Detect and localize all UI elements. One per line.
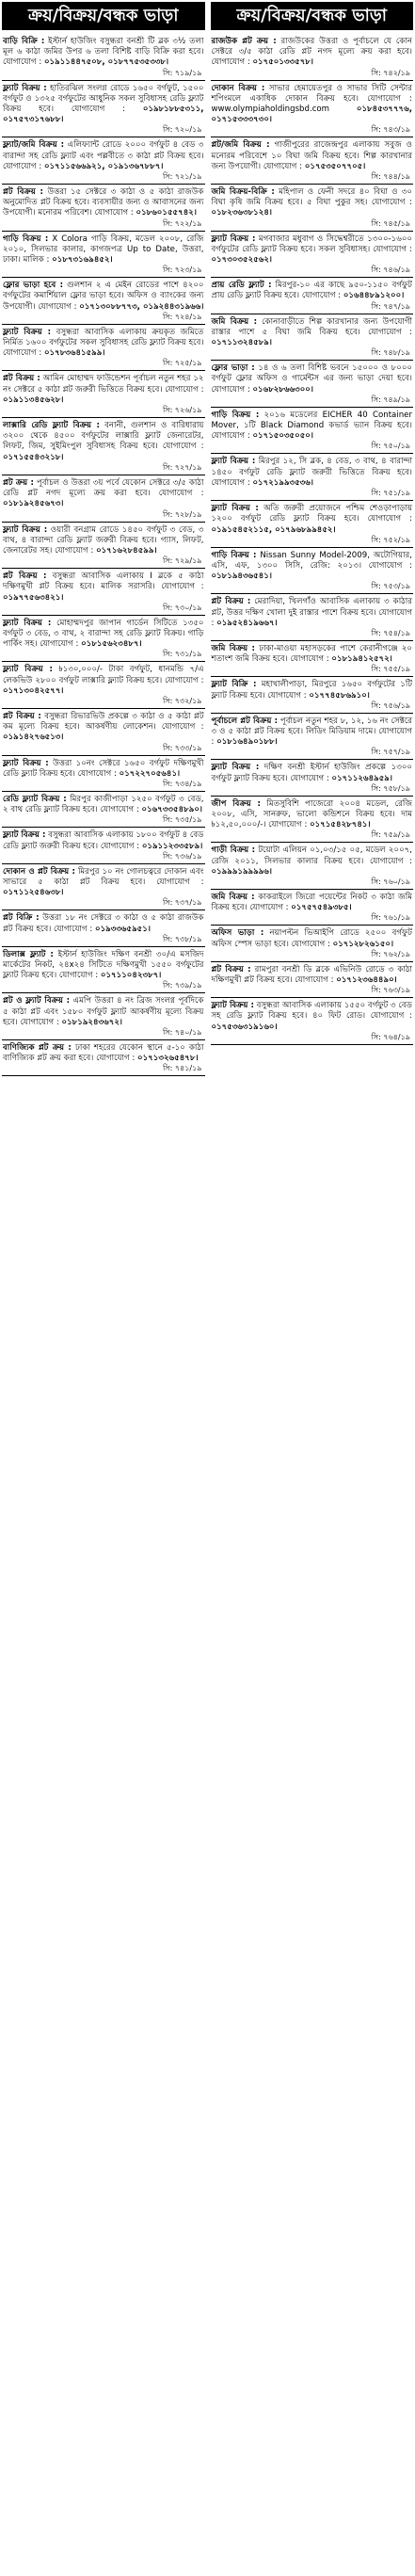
ad-phone-number: ০১৭৭৪৫৮৬৯১০। (309, 690, 370, 700)
ad-phone-number: ০১৭১৩০৪২৫৭৭। (3, 685, 64, 696)
classified-ad (211, 594, 414, 641)
classified-ad (211, 998, 414, 1045)
ad-heading: ফ্ল্যাট বিক্রয় : (3, 524, 48, 535)
ad-heading: জমি বিক্রয় : (211, 892, 255, 902)
ad-phone-number: ০১৮৪৫৩৭৭৭৬, ০১৭১৫৩৩৩৭৩০। (211, 105, 412, 125)
ad-heading: প্লট/জমি বিক্রয় : (211, 140, 270, 151)
ad-reference-code: সি: ৭৩৪/১৯ (163, 779, 202, 788)
ad-body-text: ইস্টার্ন হাউজিং বসুন্ধরা বনশ্রী টি ব্লক ৩½ তলা মূল ৬ কাঠা জমির উপর ৬ তলা বিশিষ্ট বাড়ি বিক্রি করা হবে। যোগাযোগ : (3, 37, 204, 68)
ad-body-text: কোনাবাড়ীতে শিল্প কারখানার জন্য উপযোগী রাস্তার পাশে ৫ বিঘা জমি বিক্রয় হবে। যোগাযোগ : (211, 316, 412, 337)
ad-reference-code: সি: ৭৪১/১৯ (163, 1064, 202, 1073)
ad-heading: ডিলাক্স ফ্ল্যাট : (3, 949, 54, 959)
ad-body-text: রাজউকের উত্তরা ও পূর্বাচলে যে কোন সেক্টরে ৩/৫ কাঠা রেডি প্লট নগদ মূল্যে ক্রয় করা হবে। যোগাযোগ : (211, 37, 413, 68)
ad-reference-code: সি: ৭৬০/১৯ (371, 877, 410, 886)
classified-ad (211, 232, 414, 279)
ad-phone-number: ০১৭৮৩৬৪১৫৯৯। (43, 348, 105, 359)
ad-body-text: মহিপাল ও ফেনী সদরে ৪০ বিঘা ও ৩০ বিঘা কৃষি জমি বিক্রয় হবে। ৫ বিঘা পুকুর সহ। যোগাযোগ : (211, 187, 413, 208)
ad-phone-number: ০১৮৭৩১৬৯৪৫২। (52, 255, 113, 266)
ad-body-text: বসুন্ধরা আবাসিক এলাকায় I ব্লকে ৫ কাঠা দক্ষিণমুখী প্লট বিক্রয় হবে। মালিক সরাসরি। যোগাযোগ : (3, 572, 204, 592)
ad-heading: ফ্ল্যাট/জমি বিক্রয় : (3, 140, 65, 151)
classified-ad (2, 993, 205, 1040)
ad-reference-code: সি: ৭৩২/১৯ (163, 696, 202, 705)
ad-phone-number: ০১৭১২৮২৬১৫০। (332, 939, 394, 949)
ad-heading: ফ্ল্যাট বিক্রয় : (211, 457, 256, 467)
classified-ad (2, 418, 205, 475)
ad-phone-number: ০১৮২৩৬৩৮১২৪। (211, 208, 272, 218)
ad-reference-code: সি: ৭৬২/১৯ (371, 949, 410, 958)
ad-body-text: হাতিরঝিল সংলগ্ন রোডে ১৬৫০ বর্গফুট, ১৫০০ বর্গফুট ও ১৩২৫ বর্গফুটের আধুনিক সকল সুবিধাসহ রেডি ফ্ল্যাট বিক্রয় হবে। যোগাযোগ : (3, 83, 204, 115)
ad-phone-number: ০১৯৯৯১৯৯৯৯৬। (211, 866, 272, 877)
ad-heading: জমি বিক্রয় : (211, 643, 255, 653)
ad-body-text: বসুন্ধরা রিভারভিউ প্রকল্পে ৩ কাঠা ও ৫ কাঠা প্লট কম মূল্যে বিক্রয় হবে। আকর্ষণীয় লোকেশন। যোগাযোগ : (3, 711, 204, 733)
ad-phone-number: ০১৭১৬২৮৪৫৯৯। (96, 545, 157, 555)
ad-reference-code: সি: ৭৩৩/১৯ (163, 743, 202, 752)
classified-ad (211, 501, 414, 548)
ad-reference-code: সি: ৭২৭/১৯ (163, 462, 202, 472)
ad-body-text: মিতসুবিশি পাজেরো ২০০৪ মডেল, রেজি ২০০৮, এসি, সানরুফ, ভালো কন্ডিশনে বিক্রয় হবে। দাম ৳১২,৫০,০০০/-। যোগাযোগ : (211, 798, 413, 830)
classified-ad (2, 910, 205, 946)
ad-reference-code: সি: ৭৩৮/১৯ (163, 934, 202, 943)
ad-phone-number: ০১৭১৫৫৪৩২১৮। (3, 452, 64, 462)
ad-phone-number: ০১৯১১৪৪৭৫০৮, ০১৮৭৭৫৩৫৩৩৮। (43, 57, 169, 68)
ad-reference-code: সি: ৭৫৬/১৯ (371, 700, 410, 710)
classified-ad (2, 709, 205, 756)
ad-reference-code: সি: ৭৩১/১৯ (163, 650, 202, 659)
classified-ad (211, 677, 414, 713)
ad-phone-number: ০১৯৭৭৫৬৩৪২১। (3, 592, 64, 603)
classified-ad (211, 314, 414, 362)
ad-body-text: ইস্টার্ন হাউজিং দক্ষিণ বনশ্রী ৩০/এ মসজিদ মার্কেটের নিকট, ২৪x২৪ সিটিতে দক্ষিণমুখী ১৫৫০ বর্গফুটের ফ্ল্যাট বিক্রয় হবে। যোগাযোগ : (3, 949, 204, 981)
classified-ad (211, 34, 414, 81)
ad-phone-number: ০১৭২২৭০৫৬৪১। (119, 768, 181, 779)
ad-reference-code: সি: ৭২০/১৯ (163, 125, 202, 135)
ad-phone-number: ০১৬৪৪৮৯১২০০। (343, 291, 405, 301)
ad-body-text: সাভার হেমায়েতপুর ও সাভার সিটি সেন্টার শপিংমলে একাধিক দোকান বিক্রয় হবে। যোগাযোগ : www.olympiaholdingsbd.com (211, 83, 413, 115)
ad-phone-number: ০১৯৫২৪১৯৬৬৭। (216, 618, 278, 628)
classified-ad (2, 792, 205, 828)
ad-phone-number: ০১৮১৬৪৯০১৮৮। (216, 737, 278, 748)
ad-phone-number: ০১৯১৪২৭৬৫১৩। (3, 733, 64, 743)
classified-ad (211, 797, 414, 844)
ad-body-text: বসুন্ধরা আবাসিক এলাকায় ক্রয়কৃত জমিতে নির্মিত ১৬০০ বর্গফুটের সকল সুবিধাসহ রেডি ফ্ল্যাট বিক্রয় হবে। যোগাযোগ : (3, 327, 204, 359)
classified-ad (2, 185, 205, 232)
classified-ad (211, 548, 414, 595)
classified-ad (2, 325, 205, 372)
ad-heading: জমি বিক্রয়-বিক্রি : (211, 187, 275, 198)
ad-body-text: মোহাম্মদপুর জাপান গার্ডেন সিটিতে ১৩৫০ বর্গফুট ৩ বেড, ৩ বাথ, ২ বারান্দা সহ রেডি ফ্ল্যাট বিক্রয়। গাড়ি পার্কিং সহ। যোগাযোগ : (3, 618, 204, 650)
ad-reference-code: সি: ৭৪০/১৯ (163, 1028, 202, 1037)
ad-reference-code: সি: ৭৬৪/১৯ (371, 1032, 410, 1041)
ad-body-text: বসুন্ধরা আবাসিক এলাকায় ১৮০০ বর্গফুট ৪ বেড রেডি ফ্ল্যাট জরুরী বিক্রয় হবে। যোগাযোগ : (3, 830, 204, 851)
ad-phone-number: ০১৭১২৩৬৪৪৯০। (336, 974, 397, 985)
classified-ad (2, 616, 205, 663)
ad-phone-number: ০১৯১৫৪৫২১১৫, ০১৭৯৬৮৯৯৪৫২। (211, 524, 336, 535)
classified-ad (211, 408, 414, 455)
classified-ad (2, 137, 205, 185)
ad-heading: লাক্সারি রেডি ফ্ল্যাট বিক্রয় : (3, 421, 100, 431)
ad-reference-code: সি: ৭২৫/১৯ (163, 359, 202, 368)
ad-phone-number: ০১৭১৫৪২৮৭৪১। (310, 820, 371, 830)
ad-phone-number: ০১৭১৩২৬৫৪৭৮। (137, 1054, 199, 1064)
ad-heading: দোকান ও প্লট বিক্রয় : (3, 866, 75, 877)
ad-body-text: টয়োটা এলিয়ন ০১,০৩/১৫ ০৫, মডেল ২০০৭, রেজি ২০১১, সিলভার কালার বিক্রয় হবে। যোগাযোগ : (211, 845, 412, 866)
ad-reference-code: সি: ৭৪৫/১৯ (371, 218, 410, 228)
classified-ad (2, 756, 205, 792)
ad-reference-code: সি: ৭২৯/১৯ (163, 556, 202, 566)
classified-ad (2, 947, 205, 994)
ad-body-text: মিরপুর ১০ নং গোলচত্বরে দোকান এবং সাভারে ৫ কাঠা প্লট বিক্রয় হবে। যোগাযোগ : (3, 866, 204, 887)
ad-body-text: মেরাদিয়া, খিলগাঁও আবাসিক এলাকায় ৩ কাঠার প্লট, উত্তর দক্ষিণ খোলা দুই রাস্তার পাশে বিক্রয় হবে। যোগাযোগ : (211, 597, 412, 628)
ad-reference-code: সি: ৭৬১/১৯ (371, 913, 410, 923)
ad-phone-number: ০১৭১১৩২৪৫৮৯। (211, 338, 272, 348)
ad-phone-number: ০১৭৫৩৬৩১৯১৬০। (211, 1022, 278, 1032)
ad-body-text: ২০১৬ মডেলের EICHER 40 Container Mover, ১টি Black Diamond কভার্ড ভ্যান বিক্রয় হবে। যোগাযোগ : (211, 410, 412, 442)
ad-phone-number: ০১৮৬০১৫৫৭৪২। (136, 208, 197, 218)
ad-heading: রাজউক প্লট ক্রয় : (211, 37, 277, 46)
classified-ad (2, 569, 205, 616)
ad-heading: প্লট বিক্রয় : (3, 572, 47, 582)
ad-heading: বাড়ি বিক্রি : (3, 37, 45, 46)
ad-reference-code: সি: ৭৫৭/১৯ (371, 748, 410, 757)
ad-heading: ফ্ল্যাট বিক্রয় : (3, 83, 47, 93)
ad-body-text: উত্তরা ১৮ নং সেক্টরে ৩ কাঠা ও ৫ কাঠা রাজউক প্লট বিক্রয় হবে। যোগাযোগ : (3, 913, 204, 934)
ad-heading: প্লট বিক্রয় : (211, 597, 251, 607)
ad-body-text: ১৪ ও ৬ তলা বিশিষ্ট ভবনে ১৫০০০ ও ৮০০০ বর্গফুট ফ্লোর অফিস ও গার্মেন্টস এর জন্য ভাড়া দেয়া হবে। যোগাযোগ : (211, 363, 412, 394)
ad-body-text: ওয়ারী বনগ্রাম রোডে ১৪৫০ বর্গফুট ৩ বেড, ৩ বাথ, ৪ বারান্দা রেডি ফ্ল্যাট জরুরী বিক্রয় হবে। গ্যাস, লিফট, জেনারেটর সহ। যোগাযোগ : (3, 524, 204, 555)
ad-heading: প্লট বিক্রয় : (211, 964, 251, 974)
ad-heading: অফিস ভাড়া : (211, 928, 264, 939)
ad-heading: গাড়ি বিক্রয় : (211, 410, 260, 420)
ad-phone-number: ০১৭১৫০৩৫০৫০। (252, 431, 313, 442)
ad-body-text: Nissan Sunny Model-2009, অটোগিয়ার, এসি, এফ, ১৩০০ সিসি, রেজি: ২০১৩। যোগাযোগ : (211, 550, 412, 571)
ad-heading: প্লট বিক্রি : (3, 913, 40, 924)
ad-reference-code: সি: ৭৪৬/১৯ (371, 266, 410, 275)
ad-phone-number: ০১৬৮২৮৬৬৩০০। (252, 384, 313, 394)
classified-ad (2, 1040, 205, 1076)
ad-heading: বাণিজ্যিক প্লট ক্রয় : (3, 1043, 72, 1053)
ad-heading: ফ্ল্যাট বিক্রি : (211, 680, 257, 690)
ad-reference-code: সি: ৭৫১/১৯ (371, 489, 410, 498)
ads-list (211, 34, 414, 1045)
ad-reference-code: সি: ৭৪২/১৯ (371, 68, 410, 77)
ad-body-text: বসুন্ধরা আবাসিক এলাকায় ১৫৫০ বর্গফুট ৩ বেড সহ রেডি ফ্ল্যাট বিক্রয় হবে। ৪০ ফিট রোড। যোগাযোগ : (211, 1001, 413, 1022)
ad-phone-number: ০১৮১৯৪১২৫৭২। (331, 654, 392, 665)
ad-reference-code: সি: ৭৩৯/১৯ (163, 981, 202, 990)
ad-body-text: মিরপুর-১০ এর কাছে ৯৫০-১১৫০ বর্গফুট প্রায় রেডি ফ্ল্যাট বিক্রয় হবে। যোগাযোগ : (211, 281, 412, 301)
ad-heading: ফ্ল্যাট বিক্রয় : (3, 830, 46, 841)
classified-ad (211, 760, 414, 796)
classified-ad (2, 371, 205, 418)
classified-ad (211, 641, 414, 677)
classified-ad (211, 81, 414, 138)
column-header: ক্রয়/বিক্রয়/বন্ধক ভাড়া (211, 2, 414, 30)
ad-phone-number: ০১৮১৯২৪৫৬৭৩। (3, 499, 64, 509)
ad-body-text: মগবাজার মধুবাগ ও সিদ্ধেশ্বরীতে ১৩০০-১৬০০ বর্গফুটের রেডি ফ্ল্যাট বিক্রয় হবে। সকল সুবিধাসহ। যোগাযোগ : (211, 233, 413, 254)
classified-ad (2, 864, 205, 911)
ad-heading: ফ্ল্যাট বিক্রয় : (211, 504, 259, 514)
ad-heading: ফ্ল্যাট বিক্রয় : (3, 758, 49, 768)
ad-reference-code: সি: ৭৩৭/১৯ (163, 898, 202, 908)
ad-reference-code: সি: ৭৪৯/১৯ (371, 394, 410, 404)
ad-heading: গাড়ী বিক্রয় : (211, 845, 256, 856)
column-header: ক্রয়/বিক্রয়/বন্ধক ভাড়া (2, 2, 205, 30)
ad-body-text: অতি জরুরী প্রয়োজনে পশ্চিম শেওড়াপাড়ায় ১২০০ বর্গফুট রেডি ফ্ল্যাট বিক্রয় হবে। যোগাযোগ : (211, 504, 413, 524)
classified-ad (2, 278, 205, 325)
ad-body-text: গাজীপুরের রাজেন্দ্রপুর এলাকায় সবুজ ও মনোরম পরিবেশে ১০ বিঘা জমি বিক্রয় হবে। শিল্প কারখানার জন্য উপযোগী। যোগাযোগ : (211, 140, 412, 171)
ad-heading: প্লট বিক্রয় : (3, 711, 41, 721)
classified-ad (211, 454, 414, 501)
classified-ad (2, 232, 205, 279)
classified-ad (211, 185, 414, 232)
ad-heading: ফ্ল্যাট বিক্রয় : (211, 763, 260, 773)
ad-body-text: মিরপুর ১২, সি ব্লক, ৪ বেড, ৩ বাথ, ৪ বারান্দা ১৪৫০ বর্গফুট রেডি ফ্ল্যাট জরুরী ভিত্তিতে বিক্রয় হবে। যোগাযোগ : (211, 457, 412, 488)
ad-heading: ফ্ল্যাট বিক্রয় : (211, 233, 256, 244)
ad-reference-code: সি: ৭৫৯/১৯ (371, 830, 410, 840)
ad-phone-number: ০১৯৮১৮৮৫৩১১, ০১৭৫৭৩১৭৬৮৮। (3, 105, 204, 125)
classified-ad (2, 475, 205, 523)
ad-phone-number: ০১৭১১২৬৪৯৫৯। (331, 773, 392, 783)
ad-heading: ফ্ল্যাট বিক্রয় : (211, 1001, 254, 1011)
ad-reference-code: সি: ৭২১/১৯ (163, 172, 202, 182)
ad-heading: প্লট ও ফ্ল্যাট বিক্রয় : (3, 996, 71, 1006)
ad-body-text: ঢাকা-মাওয়া মহাসড়কের পাশে কেরানীগঞ্জে ২০ শতাংশ জমি বিক্রয় হবে। যোগাযোগ : (211, 643, 412, 665)
ad-heading: রেডি ফ্ল্যাট বিক্রয় : (3, 794, 67, 804)
ad-body-text: মহাখালীপাড়া, মিরপুরে ১৬৫০ বর্গফুটের ১টি ফ্ল্যাট বিক্রয় হবে। যোগাযোগ : (211, 680, 413, 700)
ad-phone-number: ০১৭১১২৫৪৬৩৮। (3, 888, 64, 898)
ad-reference-code: সি: ৭৪৩/১৯ (371, 125, 410, 135)
ad-phone-number: ০১৭২১৯৯৩৫৩৬। (252, 477, 313, 488)
ad-body-text: পূর্বাচল নতুন শহর ৮, ১২, ১৬ নং সেক্টরে ৩ ও ৫ কাঠা প্লট বিক্রয় হবে। লিডিং মিডিয়াম দামে। যোগাযোগ : (211, 716, 413, 748)
ad-phone-number: ০১৯১১২৩৩৫৮৯। (141, 841, 203, 851)
ad-phone-number: ০১৯৩৩৬৫৯৫১। (95, 924, 151, 934)
ad-body-text: X Colora গাড়ি বিক্রয়, মডেল ২০০৮, রেজি ২০১০, সিলভার কালার, কাগজপত্র Up to Date, উত্তরা, ঢাকা। মালিক : (3, 233, 204, 266)
classifieds-column-right (211, 2, 414, 2574)
classified-ad (211, 714, 414, 761)
ad-body-text: বনানী, গুলশান ও বারিধারায় ৩২০০ থেকে ৪৫০০ বর্গফুটের লাক্সারি ফ্ল্যাট জেনারেটর, লিফট, জিম, সুইমিংপুল সুবিধাসহ বিক্রয় হবে। যোগাযোগ : (3, 421, 204, 452)
ad-reference-code: সি: ৭৩৫/১৯ (163, 815, 202, 825)
ad-reference-code: সি: ৭৩৬/১৯ (163, 851, 202, 861)
ad-reference-code: সি: ৭৫০/১৯ (371, 442, 410, 451)
ad-body-text: ঢাকা শহরের যেকোন স্থানে ৫-১০ কাঠা বাণিজ্যিক প্লট ক্রয় করা হবে। যোগাযোগ : (3, 1043, 204, 1064)
ad-heading: গাড়ি বিক্রয় : (3, 233, 49, 244)
ad-body-text: মিরপুর কাজীপাড়া ১২৫০ বর্গফুট ৩ বেড, ২ বাথ রেডি ফ্ল্যাট বিক্রয় হবে। যোগাযোগ : (3, 794, 204, 815)
classifieds-column-left (2, 2, 205, 2574)
ad-body-text: পূর্বাচল ও উত্তরা ৩য় পর্বে যেকোন সেক্টরে ৩/৫ কাঠা রেডি প্লট নগদ মূল্যে ক্রয় করা হবে। যোগাযোগ : (3, 477, 204, 499)
ad-heading: প্লট ক্রয় : (3, 477, 34, 488)
ad-reference-code: সি: ৭২৪/১৯ (163, 312, 202, 321)
classified-ad (211, 361, 414, 408)
classified-ad (2, 34, 205, 81)
classified-ad (2, 523, 205, 570)
ad-body-text: গুলশান ২ এ মেইন রোডের পাশে ৪২০০ বর্গফুটের কমার্শিয়াল ফ্লোর ভাড়া হবে। অফিস ও ব্যাংকের জন্য উপযোগী। যোগাযোগ : (3, 281, 204, 312)
ad-body-text: আমিন মোহাম্মদ ফাউন্ডেশন পূর্বাচল নতুন শহর ১২ নং সেক্টরে ৫ কাঠা প্লট জরুরী ভিত্তিতে বিক্রয় হবে। যোগাযোগ : (3, 374, 204, 394)
classified-ad (211, 890, 414, 926)
ad-reference-code: সি: ৭৪৪/১৯ (371, 172, 410, 182)
ad-reference-code: সি: ৭২২/১৯ (163, 218, 202, 228)
ad-heading: ফ্ল্যাট বিক্রয় : (3, 618, 52, 628)
ad-heading: ফ্লোর ভাড়া হবে : (3, 281, 64, 291)
classified-ad (2, 662, 205, 709)
ad-body-text: রামপুরা বনশ্রী ডি ব্লকে এভিনিউ রোডে ৩ কাঠা দক্ষিণমুখী প্লট বিক্রয় হবে। যোগাযোগ : (211, 964, 412, 985)
classified-ad (211, 278, 414, 314)
ad-reference-code: সি: ৭৫৪/১৯ (371, 628, 410, 637)
ad-body-text: এমপি উত্তরা ৪ নং ব্রিজ সংলগ্ন পূর্বদিকে ৫ কাঠা প্লট এবং ১৫৮০ বর্গফুট ফ্ল্যাট আকর্ষণীয় মূল্যে বিক্রয় হবে। যোগাযোগ : (3, 996, 204, 1027)
ad-heading: প্লট বিক্রয় : (3, 187, 43, 198)
ad-reference-code: সি: ৭৫৩/১৯ (371, 582, 410, 591)
ad-phone-number: ০১৭১১০৪২৩৮৭। (100, 971, 162, 981)
ad-heading: দোকান বিক্রয় : (211, 83, 265, 93)
ad-phone-number: ০১৯১১৩৪৫৬২৮। (3, 394, 64, 405)
ad-phone-number: ০১৬৭৩৩৫৪৮৯০। (141, 805, 202, 815)
ad-phone-number: ০১৭৫৭৫৪৯৩৮৫। (291, 903, 352, 913)
ad-heading: প্লট বিক্রয় : (3, 374, 40, 384)
ad-reference-code: সি: ৭৫২/১৯ (371, 535, 410, 544)
ad-heading: ফ্লোর ভাড়া : (211, 363, 255, 374)
ads-list (2, 34, 205, 1076)
classified-ad (2, 81, 205, 138)
classified-ad (211, 926, 414, 961)
classified-ad (211, 843, 414, 890)
ad-reference-code: সি: ৭২৩/১৯ (163, 266, 202, 275)
ad-heading: গাড়ি বিক্রয় : (211, 550, 257, 560)
ad-reference-code: সি: ৭২৬/১৯ (163, 406, 202, 415)
classified-ad (2, 828, 205, 863)
ad-body-text: নয়াপল্টন ভিআইপি রোডে ২৫০০ বর্গফুট অফিস স্পেস ভাড়া হবে। যোগাযোগ : (211, 928, 412, 949)
ad-reference-code: সি: ৭১৯/১৯ (163, 68, 202, 77)
ad-reference-code: সি: ৭৬৩/১৯ (371, 986, 410, 995)
ad-heading: জীপ বিক্রয় : (211, 798, 261, 809)
ad-phone-number: ০১৮১৯৪৩৬৫৪১। (211, 572, 272, 582)
ad-phone-number: ০১৮১৯২৪৩৬৭২। (61, 1017, 122, 1027)
ad-phone-number: ০১৭৫০১৩৩৫৭৮। (252, 57, 313, 68)
ad-heading: ফ্ল্যাট বিক্রয় : (3, 665, 53, 675)
ad-phone-number: ০১৭৫৩৫০৭৭০৫। (304, 161, 366, 171)
ad-reference-code: সি: ৭৫৮/১৯ (371, 783, 410, 793)
ad-heading: জমি বিক্রয় : (211, 316, 258, 327)
ad-heading: পূর্বাচলে প্লট বিক্রয় : (211, 716, 279, 726)
ad-reference-code: সি: ৭৪৭/১৯ (371, 301, 410, 311)
ad-reference-code: সি: ৭২৮/১৯ (163, 509, 202, 519)
classified-ad (211, 962, 414, 998)
ad-body-text: দক্ষিণ বনশ্রী ইস্টার্ন হাউজিং প্রকল্পে ১৩০০ বর্গফুট ফ্ল্যাট বিক্রয় হবে। যোগাযোগ : (211, 763, 413, 783)
ad-body-text: উত্তরা ১৫ সেক্টরে ৩ কাঠা ও ৫ কাঠা রাজউক অনুমোদিত প্লট বিক্রয় হবে। ব্যবসায়ীর জন্য ও আবাসনের জন্য উপযোগী। মনোরম পরিবেশ। যোগাযোগ : (3, 187, 204, 218)
ad-body-text: উত্তরা ১০নং সেক্টরে ১৬৫০ বর্গফুট দক্ষিণমুখী রেডি ফ্ল্যাট বিক্রয় হবে। যোগাযোগ : (3, 758, 204, 779)
ad-phone-number: ০১৮১৫৬২৩৪৮৭। (81, 639, 142, 650)
ad-body-text: এলিফ্যান্ট রোডে ২০০০ বর্গফুট ৪ বেড ৩ বারান্দা সহ রেডি ফ্ল্যাট এবং পল্লবীতে ৩ কাঠা প্লট বিক্রয় হবে। যোগাযোগ : (3, 140, 204, 171)
ad-reference-code: সি: ৭৫৫/১৯ (371, 665, 410, 674)
ad-body-text: ৳১৩০,০০০/- টাকা বর্গফুট, ধানমন্ডি ৭/এ লেকভিউ ২৮০০ বর্গফুট লাক্সারি ফ্ল্যাট বিক্রয় হবে। যোগাযোগ : (3, 665, 204, 685)
ad-phone-number: ০১৭১৩০৮৮৭৭৩, ০১৯২৪৪৩১৯৬৬। (79, 301, 204, 312)
ad-heading: ফ্ল্যাট বিক্রয় : (3, 327, 52, 337)
ad-reference-code: সি: ৭৩০/১৯ (163, 603, 202, 612)
ad-phone-number: ০১৭১১৫৬৬৯২১, ০১৯১৩৬৭৮৮৭। (43, 161, 164, 171)
ad-body-text: কাকরাইলে জিরো পয়েন্টের নিকট ৩ কাঠা জমি বিক্রয় হবে। যোগাযোগ : (211, 892, 412, 913)
ad-reference-code: সি: ৭৪৮/১৯ (371, 348, 410, 358)
classified-ad (211, 137, 414, 185)
ad-phone-number: ০১৭৩০৩৫২৫৬২। (211, 255, 273, 266)
ad-heading: প্রায় রেডি ফ্ল্যাট : (211, 281, 272, 291)
